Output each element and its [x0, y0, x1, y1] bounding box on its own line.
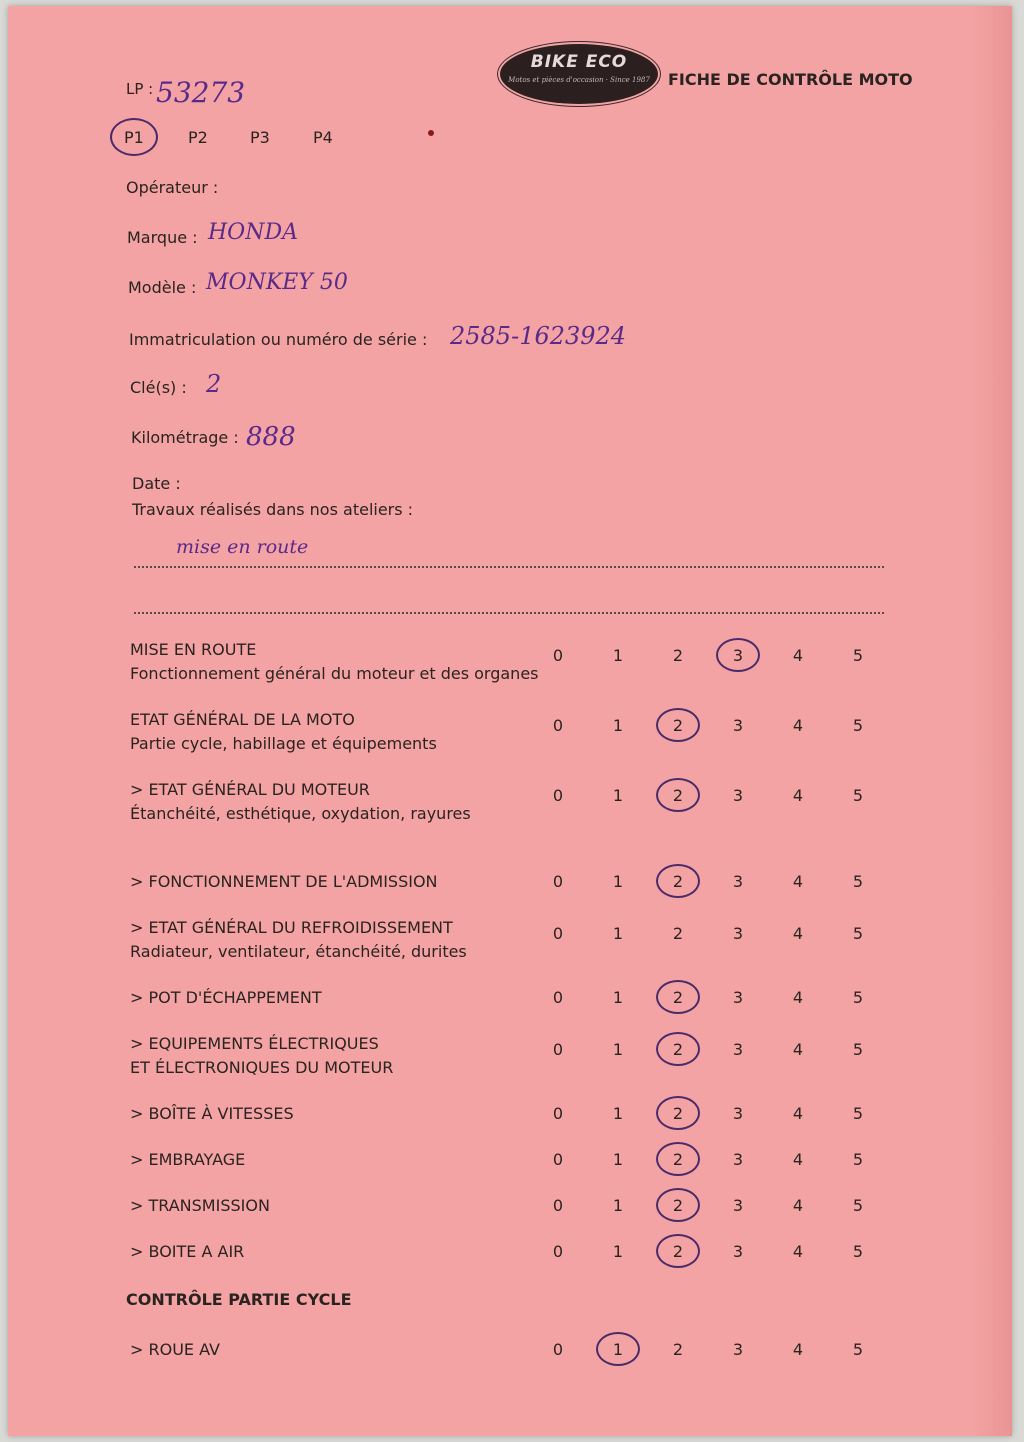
criterion-score-5-5[interactable]: 5	[852, 988, 864, 1007]
criterion-subtitle-2: Étanchéité, esthétique, oxydation, rayures	[130, 804, 471, 823]
criterion-score-9-5[interactable]: 5	[852, 1196, 864, 1215]
bike-eco-logo	[500, 44, 658, 104]
criterion-selected-circle-8	[656, 1142, 700, 1176]
criterion-selected-circle-10	[656, 1234, 700, 1268]
criterion-score-10-1[interactable]: 1	[612, 1242, 624, 1261]
criterion-score-6-3[interactable]: 3	[732, 1040, 744, 1059]
logo-tagline: Motos et pièces d'occasion · Since 1987	[508, 76, 650, 84]
criterion-score-9-3[interactable]: 3	[732, 1196, 744, 1215]
criterion-score-2-2[interactable]: 2	[672, 786, 684, 805]
criterion-title-0: MISE EN ROUTE	[130, 640, 257, 659]
form-sheet	[8, 6, 1012, 1436]
criterion-score-0-0[interactable]: 0	[552, 646, 564, 665]
criterion-score-2-1[interactable]: 1	[612, 786, 624, 805]
criterion-score-1-3[interactable]: 3	[732, 716, 744, 735]
criterion-score-3-2[interactable]: 2	[672, 872, 684, 891]
criterion-score-9-2[interactable]: 2	[672, 1196, 684, 1215]
criterion-score-6-5[interactable]: 5	[852, 1040, 864, 1059]
ink-spot	[428, 130, 434, 136]
criterion-score-7-0[interactable]: 0	[552, 1104, 564, 1123]
cycle-criterion-selected-circle-0	[596, 1332, 640, 1366]
criterion-title-8: > EMBRAYAGE	[130, 1150, 246, 1169]
criterion-score-1-2[interactable]: 2	[672, 716, 684, 735]
lp-value[interactable]: 53273	[156, 76, 246, 109]
criterion-score-9-0[interactable]: 0	[552, 1196, 564, 1215]
km-value[interactable]: 888	[246, 422, 296, 452]
criterion-score-10-0[interactable]: 0	[552, 1242, 564, 1261]
criterion-selected-circle-5	[656, 980, 700, 1014]
criterion-score-4-4[interactable]: 4	[792, 924, 804, 943]
criterion-score-8-5[interactable]: 5	[852, 1150, 864, 1169]
criterion-score-8-0[interactable]: 0	[552, 1150, 564, 1169]
criterion-score-1-5[interactable]: 5	[852, 716, 864, 735]
criterion-score-5-0[interactable]: 0	[552, 988, 564, 1007]
operateur-label: Opérateur :	[126, 178, 219, 197]
criterion-score-10-5[interactable]: 5	[852, 1242, 864, 1261]
criterion-selected-circle-1	[656, 708, 700, 742]
criterion-title-10: > BOITE A AIR	[130, 1242, 245, 1261]
cycle-criterion-score-0-2[interactable]: 2	[672, 1340, 684, 1359]
logo-brand: BIKE ECO	[530, 52, 628, 72]
criterion-score-10-3[interactable]: 3	[732, 1242, 744, 1261]
criterion-score-10-2[interactable]: 2	[672, 1242, 684, 1261]
criterion-score-6-4[interactable]: 4	[792, 1040, 804, 1059]
criterion-score-10-4[interactable]: 4	[792, 1242, 804, 1261]
modele-label: Modèle :	[128, 278, 197, 297]
criterion-score-7-1[interactable]: 1	[612, 1104, 624, 1123]
criterion-score-7-3[interactable]: 3	[732, 1104, 744, 1123]
cycle-criterion-score-0-5[interactable]: 5	[852, 1340, 864, 1359]
criterion-score-0-5[interactable]: 5	[852, 646, 864, 665]
criterion-selected-circle-2	[656, 778, 700, 812]
criterion-score-1-1[interactable]: 1	[612, 716, 624, 735]
section-title-partie-cycle: CONTRÔLE PARTIE CYCLE	[126, 1290, 352, 1309]
form-title: FICHE DE CONTRÔLE MOTO	[668, 70, 913, 89]
criterion-score-3-1[interactable]: 1	[612, 872, 624, 891]
criterion-score-1-0[interactable]: 0	[552, 716, 564, 735]
criterion-score-4-3[interactable]: 3	[732, 924, 744, 943]
criterion-score-3-5[interactable]: 5	[852, 872, 864, 891]
criterion-score-1-4[interactable]: 4	[792, 716, 804, 735]
travaux-line-2	[134, 612, 884, 614]
position-selected-circle	[110, 118, 158, 156]
criterion-title-2: > ETAT GÉNÉRAL DU MOTEUR	[130, 780, 370, 799]
criterion-selected-circle-3	[656, 864, 700, 898]
criterion-score-7-2[interactable]: 2	[672, 1104, 684, 1123]
criterion-score-9-4[interactable]: 4	[792, 1196, 804, 1215]
criterion-score-7-5[interactable]: 5	[852, 1104, 864, 1123]
criterion-score-4-5[interactable]: 5	[852, 924, 864, 943]
criterion-score-5-1[interactable]: 1	[612, 988, 624, 1007]
criterion-subtitle-6: ET ÉLECTRONIQUES DU MOTEUR	[130, 1058, 394, 1077]
criterion-score-2-5[interactable]: 5	[852, 786, 864, 805]
page-shadow	[972, 6, 1012, 1436]
cycle-criterion-title-0: > ROUE AV	[130, 1340, 220, 1359]
cles-label: Clé(s) :	[130, 378, 187, 397]
criterion-score-4-1[interactable]: 1	[612, 924, 624, 943]
lp-label: LP :	[126, 80, 154, 98]
criterion-score-2-0[interactable]: 0	[552, 786, 564, 805]
km-label: Kilométrage :	[131, 428, 239, 447]
criterion-score-9-1[interactable]: 1	[612, 1196, 624, 1215]
marque-value[interactable]: HONDA	[208, 220, 298, 245]
criterion-score-8-2[interactable]: 2	[672, 1150, 684, 1169]
criterion-score-0-4[interactable]: 4	[792, 646, 804, 665]
criterion-subtitle-4: Radiateur, ventilateur, étanchéité, durites	[130, 942, 467, 961]
criterion-title-4: > ETAT GÉNÉRAL DU REFROIDISSEMENT	[130, 918, 453, 937]
criterion-score-7-4[interactable]: 4	[792, 1104, 804, 1123]
position-option-p1[interactable]: P1	[124, 128, 144, 147]
criterion-selected-circle-9	[656, 1188, 700, 1222]
position-option-p4[interactable]: P4	[313, 128, 333, 147]
modele-value[interactable]: MONKEY 50	[206, 270, 348, 295]
criterion-score-2-3[interactable]: 3	[732, 786, 744, 805]
criterion-title-7: > BOÎTE À VITESSES	[130, 1104, 294, 1123]
criterion-title-6: > EQUIPEMENTS ÉLECTRIQUES	[130, 1034, 379, 1053]
position-option-p2[interactable]: P2	[188, 128, 208, 147]
criterion-title-1: ETAT GÉNÉRAL DE LA MOTO	[130, 710, 355, 729]
cycle-criterion-score-0-3[interactable]: 3	[732, 1340, 744, 1359]
criterion-selected-circle-7	[656, 1096, 700, 1130]
criterion-score-8-1[interactable]: 1	[612, 1150, 624, 1169]
travaux-line-1	[134, 566, 884, 568]
criterion-subtitle-1: Partie cycle, habillage et équipements	[130, 734, 437, 753]
criterion-score-6-0[interactable]: 0	[552, 1040, 564, 1059]
criterion-selected-circle-6	[656, 1032, 700, 1066]
criterion-selected-circle-0	[716, 638, 760, 672]
criterion-score-8-4[interactable]: 4	[792, 1150, 804, 1169]
criterion-score-5-3[interactable]: 3	[732, 988, 744, 1007]
criterion-score-6-1[interactable]: 1	[612, 1040, 624, 1059]
criterion-score-0-2[interactable]: 2	[672, 646, 684, 665]
criterion-score-8-3[interactable]: 3	[732, 1150, 744, 1169]
travaux-label: Travaux réalisés dans nos ateliers :	[132, 500, 414, 519]
criterion-title-3: > FONCTIONNEMENT DE L'ADMISSION	[130, 872, 438, 891]
criterion-score-3-4[interactable]: 4	[792, 872, 804, 891]
criterion-score-0-3[interactable]: 3	[732, 646, 744, 665]
cles-value[interactable]: 2	[206, 370, 222, 398]
criterion-score-2-4[interactable]: 4	[792, 786, 804, 805]
criterion-score-4-2[interactable]: 2	[672, 924, 684, 943]
travaux-value[interactable]: mise en route	[176, 536, 309, 558]
marque-label: Marque :	[127, 228, 198, 247]
cycle-criterion-score-0-4[interactable]: 4	[792, 1340, 804, 1359]
criterion-score-4-0[interactable]: 0	[552, 924, 564, 943]
cycle-criterion-score-0-0[interactable]: 0	[552, 1340, 564, 1359]
criterion-subtitle-0: Fonctionnement général du moteur et des organes	[130, 664, 539, 683]
position-option-p3[interactable]: P3	[250, 128, 270, 147]
date-label: Date :	[132, 474, 181, 493]
criterion-score-3-3[interactable]: 3	[732, 872, 744, 891]
immat-label: Immatriculation ou numéro de série :	[129, 330, 428, 349]
immat-value[interactable]: 2585-1623924	[450, 322, 627, 350]
criterion-title-9: > TRANSMISSION	[130, 1196, 270, 1215]
criterion-title-5: > POT D'ÉCHAPPEMENT	[130, 988, 322, 1007]
criterion-score-5-2[interactable]: 2	[672, 988, 684, 1007]
cycle-criterion-score-0-1[interactable]: 1	[612, 1340, 624, 1359]
criterion-score-0-1[interactable]: 1	[612, 646, 624, 665]
criterion-score-5-4[interactable]: 4	[792, 988, 804, 1007]
criterion-score-6-2[interactable]: 2	[672, 1040, 684, 1059]
criterion-score-3-0[interactable]: 0	[552, 872, 564, 891]
